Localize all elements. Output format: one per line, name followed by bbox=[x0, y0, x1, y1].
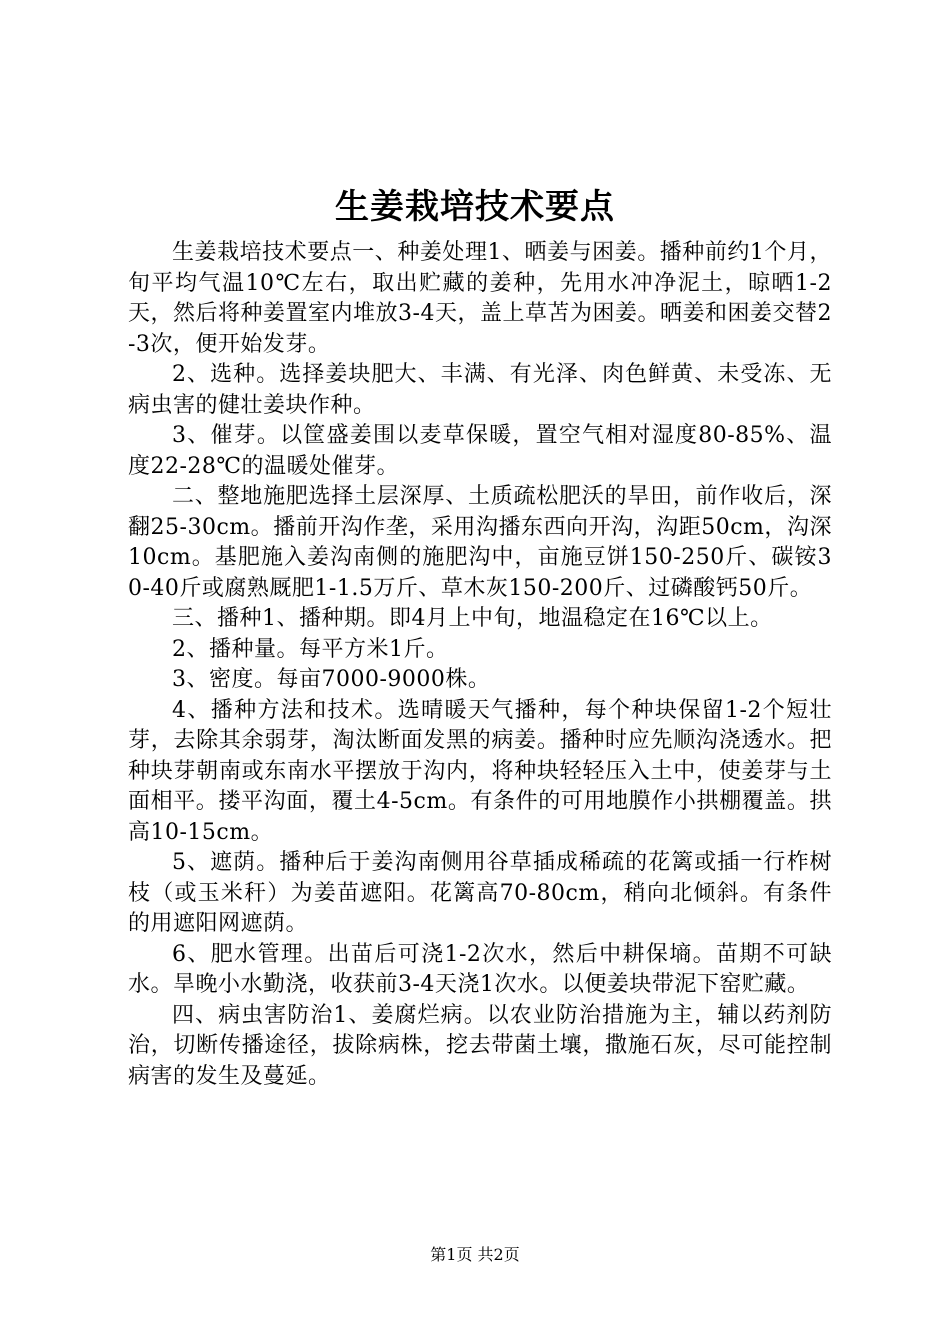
document-title: 生姜栽培技术要点 bbox=[335, 187, 615, 227]
paragraph: 2、播种量。每平方米1斤。 bbox=[172, 636, 449, 662]
paragraph: 3、密度。每亩7000-9000株。 bbox=[172, 667, 491, 692]
paragraph: 6、肥水管理。出苗后可浇1-2次水，然后中耕保墒。苗期不可缺水。旱晚小水勤浇，收获前3-4天浇1次水。以便姜块带泥下窑贮藏。 bbox=[128, 941, 832, 997]
paragraph: 4、播种方法和技术。选晴暖天气播种，每个种块保留1-2个短壮芽，去除其余弱芽，淘汰断面发黑的病姜。播种时应先顺沟浇透水。把种块芽朝南或东南水平摆放于沟内，将种块轻轻压入土中，使姜芽与土面相平。搂平沟面，覆土4-5cm。有条件的可用地膜作小拱棚覆盖。拱高10-15cm。 bbox=[128, 697, 832, 845]
paragraph: 三、播种1、播种期。即4月上中旬，地温稳定在16℃以上。 bbox=[172, 606, 773, 631]
paragraph: 四、病虫害防治1、姜腐烂病。以农业防治措施为主，辅以药剂防治，切断传播途径，拔除病株，挖去带菌土壤，撒施石灰，尽可能控制病害的发生及蔓延。 bbox=[128, 1002, 832, 1089]
paragraph: 2、选种。选择姜块肥大、丰满、有光泽、肉色鲜黄、未受冻、无病虫害的健壮姜块作种。 bbox=[128, 362, 832, 418]
paragraph: 生姜栽培技术要点一、种姜处理1、晒姜与困姜。播种前约1个月，旬平均气温10℃左右，取出贮藏的姜种，先用水冲净泥土，晾晒1-2天，然后将种姜置室内堆放3-4天，盖上草苫为困姜。晒姜和困姜交替2-3次，便开始发芽。 bbox=[128, 240, 832, 357]
paragraph: 3、催芽。以筐盛姜围以麦草保暖，置空气相对湿度80-85%、温度22-28℃的温暖处催芽。 bbox=[128, 423, 832, 479]
paragraph: 5、遮荫。播种后于姜沟南侧用谷草插成稀疏的花篱或插一行柞树枝（或玉米秆）为姜苗遮阳。花篱高70-80cm，稍向北倾斜。有条件的用遮阳网遮荫。 bbox=[128, 850, 832, 936]
paragraph: 二、整地施肥选择土层深厚、土质疏松肥沃的旱田，前作收后，深翻25-30cm。播前开沟作垄，采用沟播东西向开沟，沟距50cm，沟深10cm。基肥施入姜沟南侧的施肥沟中，亩施豆饼150-250斤、碳铵30-40斤或腐熟厩肥1-1.5万斤、草木灰150-200斤、过磷酸钙50斤。 bbox=[128, 484, 832, 601]
page-number-footer: 第1页 共2页 bbox=[430, 1245, 520, 1264]
document-body bbox=[128, 238, 832, 1092]
